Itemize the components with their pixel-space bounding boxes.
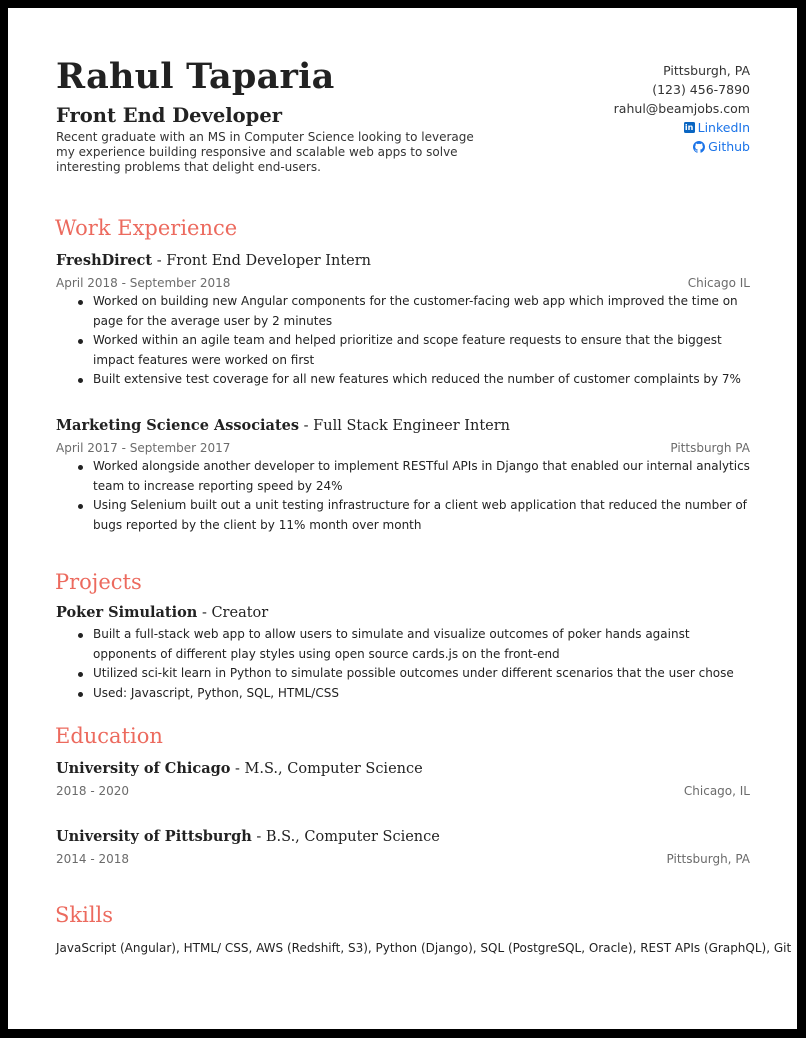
- job-bullets: [56, 292, 756, 390]
- contact-email: rahul@beamjobs.com: [613, 101, 750, 116]
- job-bullets: [56, 457, 756, 535]
- job-location: Pittsburgh PA: [670, 441, 750, 455]
- linkedin-icon: in: [684, 123, 694, 132]
- skills-heading: Skills: [55, 903, 114, 927]
- job-dates: April 2018 - September 2018: [56, 276, 231, 290]
- school-name: University of Chicago: [56, 760, 231, 777]
- projects-heading: Projects: [55, 570, 142, 594]
- linkedin-label: LinkedIn: [697, 120, 750, 135]
- job-dates: April 2017 - September 2017: [56, 441, 231, 455]
- project-role: - Creator: [197, 605, 269, 621]
- contact-phone: (123) 456-7890: [652, 82, 750, 97]
- job-location: Chicago IL: [687, 276, 750, 290]
- project-heading: [56, 604, 268, 621]
- education-heading-row: [56, 828, 440, 845]
- list-item: Utilized sci-kit learn in Python to simulate possible outcomes under different scenarios that the user chose: [56, 664, 756, 684]
- list-item: Used: Javascript, Python, SQL, HTML/CSS: [56, 684, 756, 704]
- project-name: Poker Simulation: [56, 604, 198, 621]
- contact-location: Pittsburgh, PA: [663, 63, 750, 78]
- education-location: Pittsburgh, PA: [666, 852, 750, 866]
- skills-list: JavaScript (Angular), HTML/ CSS, AWS (Redshift, S3), Python (Django), SQL (PostgreSQL, Oracle), REST APIs (GraphQL), Git: [56, 941, 792, 955]
- company-name: Marketing Science Associates: [56, 417, 300, 434]
- github-link[interactable]: [693, 139, 750, 154]
- school-name: University of Pittsburgh: [56, 828, 252, 845]
- github-label: Github: [708, 139, 750, 154]
- list-item: Built a full-stack web app to allow users to simulate and visualize outcomes of poker hands against opponents of different play styles using open source cards.js on the front-end: [56, 625, 756, 664]
- job-title: - Front End Developer Intern: [152, 253, 372, 269]
- degree: - B.S., Computer Science: [251, 829, 440, 845]
- github-icon: [693, 141, 705, 153]
- candidate-name: Rahul Taparia: [56, 56, 335, 97]
- list-item: Worked on building new Angular components for the customer-facing web app which improved the time on page for the average user by 2 minutes: [56, 292, 756, 331]
- list-item: Built extensive test coverage for all new features which reduced the number of customer complaints by 7%: [56, 370, 756, 390]
- job-title: - Full Stack Engineer Intern: [299, 418, 510, 434]
- candidate-role: Front End Developer: [56, 104, 283, 127]
- summary-text: Recent graduate with an MS in Computer Science looking to leverage my experience building responsive and scalable web apps to solve interesting problems that delight end-users.: [56, 130, 474, 174]
- education-dates: 2018 - 2020: [56, 784, 130, 798]
- job-heading: [56, 252, 371, 269]
- job-heading: [56, 417, 510, 434]
- education-location: Chicago, IL: [683, 784, 750, 798]
- company-name: FreshDirect: [56, 252, 153, 269]
- list-item: Worked alongside another developer to implement RESTful APIs in Django that enabled our internal analytics team to increase reporting speed by 24%: [56, 457, 756, 496]
- list-item: Worked within an agile team and helped prioritize and scope feature requests to ensure that the biggest impact features were worked on first: [56, 331, 756, 370]
- education-heading: Education: [55, 724, 163, 748]
- education-dates: 2014 - 2018: [56, 852, 130, 866]
- work-experience-heading: Work Experience: [55, 216, 238, 240]
- resume-page: [8, 8, 797, 1029]
- degree: - M.S., Computer Science: [230, 761, 423, 777]
- list-item: Using Selenium built out a unit testing infrastructure for a client web application that reduced the number of bugs reported by the client by 11% month over month: [56, 496, 756, 535]
- linkedin-link[interactable]: [684, 120, 750, 135]
- education-heading-row: [56, 760, 423, 777]
- project-bullets: [56, 625, 756, 703]
